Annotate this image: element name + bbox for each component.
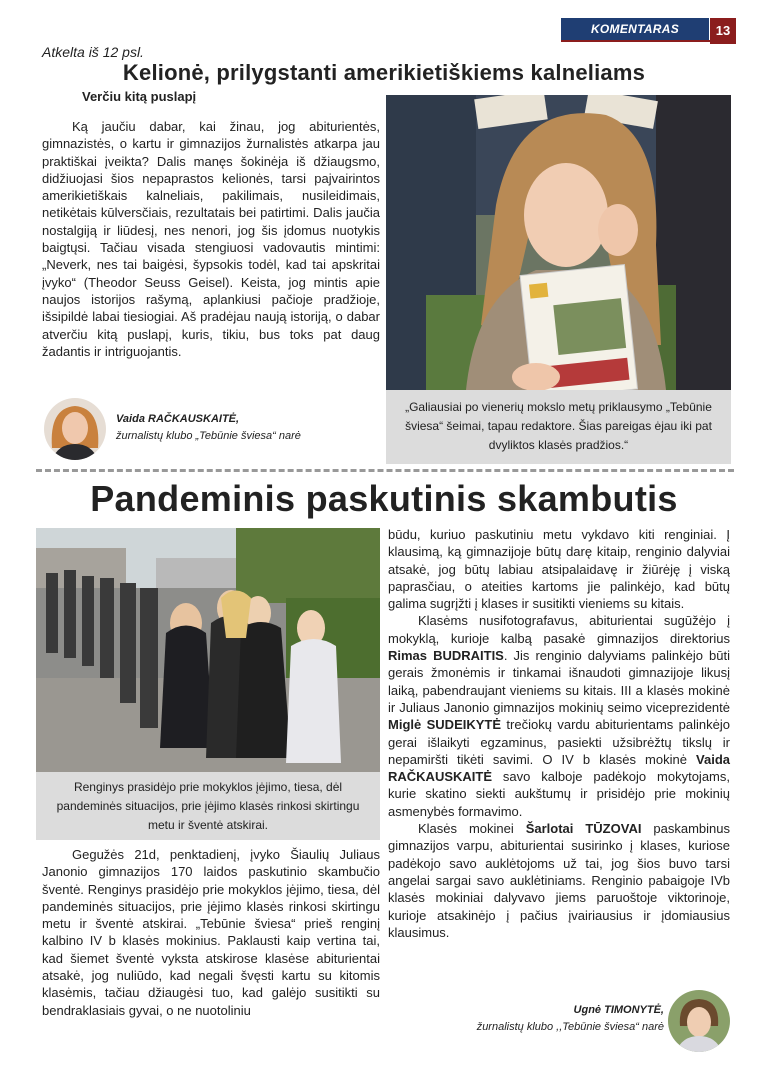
p2-text-c: trečiokų vardu abiturientams palinkėjo gerai išlaikyti egzaminus, pasiekti užsibrėžtų tikslų ir nepamiršti tikėti savimi. O IV b klasės mokinė bbox=[388, 717, 730, 767]
person-name-bell: Šarlotai TŪZOVAI bbox=[525, 821, 642, 837]
p3-text-b: paskambinus gimnazijos varpu, abiturientai susirinko į klases, kuriose padėkojo savo auklėtojoms už tai, jog šios buvo tarsi angelai sargai savo auklėtiniams. Renginio pabaigoje IVb klasės mokiniai dalyvavo jiems paruoštoje viktorinoje, kurioje atsakinėjo į pačius įvairiausius ir įdomiausius klausimus. bbox=[388, 821, 730, 940]
article2-photo bbox=[36, 528, 380, 772]
article2-photo-caption: Renginys prasidėjo prie mokyklos įėjimo, tiesa, dėl pandeminės situacijos, prie įėjimo klasės rinkosi skirtingu metu ir šventė atskirai. bbox=[36, 772, 380, 840]
section-divider bbox=[36, 469, 734, 472]
article2-body-right bbox=[388, 526, 730, 941]
article1-title: Kelionė, prilygstanti amerikietiškiems kalneliams bbox=[122, 60, 646, 85]
author2-name: Ugnė TIMONYTĖ, bbox=[573, 1004, 664, 1016]
author2-role: žurnalistų klubo ,,Tebūnie šviesa“ narė bbox=[476, 1021, 664, 1033]
article1-photo-caption: „Galiausiai po vienerių mokslo metų priklausymo „Tebūnie šviesa“ šeimai, tapau redaktore. Šias pareigas ėjau iki pat dvyliktos klasės pradžios.“ bbox=[386, 390, 731, 464]
article1-body bbox=[42, 118, 380, 360]
continued-note: Atkelta iš 12 psl. bbox=[42, 44, 144, 60]
page-number: 13 bbox=[710, 18, 736, 44]
section-label: KOMENTARAS bbox=[590, 22, 680, 36]
article2-paragraph-1: Gegužės 21d, penktadienį, įvyko Šiaulių Juliaus Janonio gimnazijos 170 laidos paskutinio skambučio šventė. Renginys prasidėjo prie mokyklos įėjimo, tiesa, dėl pandeminės situacijos, prie įėjimo klasės rinkosi skirtingu metu ir šventė atskirai. „Tebūnie šviesa“ prieš renginį kalbino IV b klasės mokinius. Paklausti kaip vertina tai, kad šiemet šventė vyksta atskirose klasėse abiturientai atsakė, jog nuliūdo, kad negali švęsti kartu su kitomis klasėmis, tačiau džiaugėsi tuo, kad galėjo susitikti su bendraklasiais gyvai, o ne nuotoliniu bbox=[42, 847, 380, 1018]
article2-paragraph-2 bbox=[388, 612, 730, 820]
article1-photo bbox=[386, 95, 731, 390]
article1-paragraph: Ką jaučiu dabar, kai žinau, jog abiturientės, gimnazistės, o kartu ir gimnazijos žurnalistės atkarpa jau praktiškai įveikta? Dalis manęs šokinėja iš džiaugsmo, didžiuojasi šios nepaprastos kelionės, tarsi pajvairintos amerikietiškais kalneliais, pakilimais, nusileidimais, netikėtais kūlversčiais, rezultatais bei patirtimi. Dalis jaučia nostalgiją ir liūdesį, nes nenori, jog šis įdomus nuotykis baigtųsi. Tačiau visada stengiuosi vadovautis mintimi: „Neverk, nes tai baigėsi, šypsokis todėl, kad tai apskritai įvyko“ (Theodor Seuss Geisel). Keista, jog mintis apie naujos istorijos rašymą, aplankiusi pačioje pradžioje, išsipildė labai tiesiogiai. Aš pradėjau naują istoriją, o dabar atverčiu kitą puslapį, kuris, tikiu, bus toks pat daug žadantis ir intriguojantis. bbox=[42, 119, 380, 359]
article2-body-left bbox=[42, 846, 380, 1019]
p2-text-b: . Jis renginio dalyviams palinkėjo būti gerais žmonėmis ir tinkamai išnaudoti gimnazijoje likusį laiką, pabendraujant vieniems su kitais. III a klasės mokinė ir Juliaus Janonio gimnazijos mokinių seimo viceprezidentė bbox=[388, 648, 730, 715]
p3-text-a: Klasės mokinei bbox=[418, 821, 526, 837]
article2-paragraph-3 bbox=[388, 820, 730, 941]
p2-text-a: Klasėms nusifotografavus, abiturientai sugūžėjo į mokyklą, kurioje kalbą pasakė gimnazijos direktorius bbox=[388, 613, 730, 646]
p2-text-d: savo kalboje padėkojo mokytojams, kurie skatino siekti aukštumų ir prisidėjo prie mokinių asmenybės formavimo. bbox=[388, 769, 730, 819]
person-name-vicepresident: Miglė SUDEIKYTĖ bbox=[388, 717, 502, 733]
author1-name: Vaida RAČKAUSKAITĖ, bbox=[116, 413, 240, 425]
person-name-director: Rimas BUDRAITIS bbox=[388, 648, 504, 664]
person-name-student: Vaida RAČKAUSKAITĖ bbox=[388, 751, 730, 785]
author1-role: žurnalistų klubo „Tebūnie šviesa“ narė bbox=[116, 430, 301, 442]
header-rule bbox=[561, 40, 710, 42]
author1-avatar bbox=[44, 398, 106, 460]
author2-avatar bbox=[668, 990, 730, 1052]
article2-paragraph-1-continued: būdu, kuriuo paskutiniu metu vykdavo kiti renginiai. Į klausimą, ką gimnazijoje būtų darę kitaip, renginio dalyviai atsakė, jog būtų labiau atsipalaidavę ir žiūrėję į viską paprasčiau, o ateities kartoms jie palinkėjo, kad būtų galima sugrįžti į klases ir susitikti vieniems su kitais. bbox=[388, 527, 730, 612]
article2-title: Pandeminis paskutinis skambutis bbox=[90, 478, 678, 519]
article1-subtitle: Verčiu kitą puslapį bbox=[82, 89, 197, 104]
